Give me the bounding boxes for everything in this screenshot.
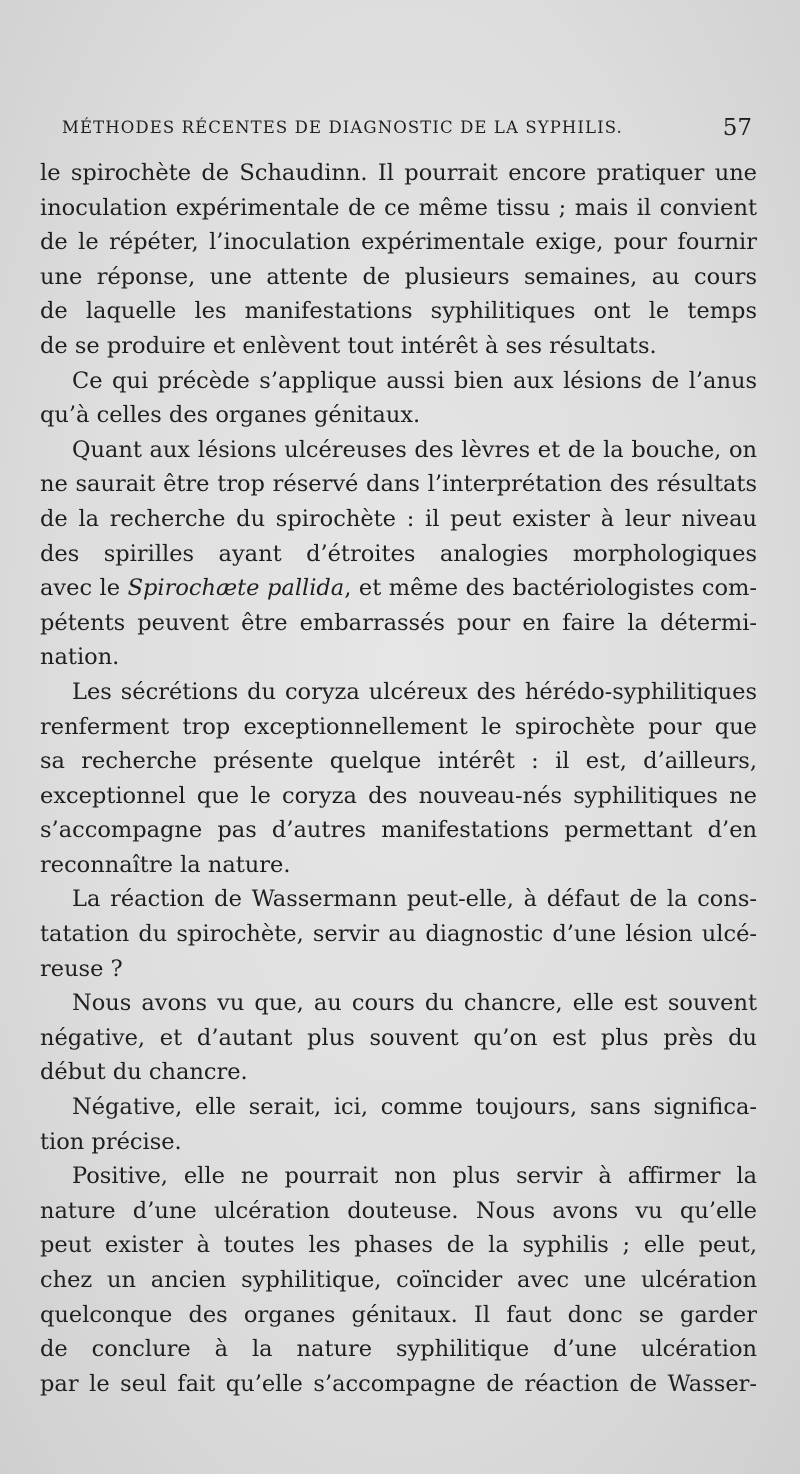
text-line: tion précise. (40, 1128, 182, 1155)
text-line: de se produire et enlèvent tout intérêt à ses résultats. (40, 332, 657, 359)
text-line: de la recherche du spirochète : il peut exister à leur niveau (40, 505, 757, 532)
text-segment: , et même des bactériologistes com- (344, 575, 757, 602)
text-line: renferment trop exceptionnellement le spirochète pour que (40, 713, 757, 740)
text-line: La réaction de Wassermann peut-elle, à défaut de la cons- (72, 886, 757, 913)
text-line: négative, et d’autant plus souvent qu’on est plus près du (40, 1024, 757, 1051)
text-line: une réponse, une attente de plusieurs semaines, au cours (40, 263, 757, 290)
text-line: par le seul fait qu’elle s’accompagne de réaction de Wasser- (40, 1370, 757, 1397)
text-line: Les sécrétions du coryza ulcéreux des hérédo-syphilitiques (72, 678, 757, 705)
body-text (40, 156, 757, 1401)
text-line: Quant aux lésions ulcéreuses des lèvres et de la bouche, on (72, 436, 757, 463)
text-line: inoculation expérimentale de ce même tissu ; mais il convient (40, 194, 757, 221)
text-line: qu’à celles des organes génitaux. (40, 402, 421, 429)
text-line: Négative, elle serait, ici, comme toujours, sans significa- (72, 1094, 757, 1121)
text-line: tatation du spirochète, servir au diagnostic d’une lésion ulcé- (40, 921, 757, 948)
text-line: Nous avons vu que, au cours du chancre, elle est souvent (72, 990, 757, 1017)
text-line: peut exister à toutes les phases de la syphilis ; elle peut, (40, 1232, 757, 1259)
text-line: reconnaître la nature. (40, 851, 291, 878)
text-line: de le répéter, l’inoculation expérimentale exige, pour fournir (40, 229, 757, 256)
text-line: Positive, elle ne pourrait non plus servir à affirmer la (72, 1163, 757, 1190)
text-line: début du chancre. (40, 1059, 248, 1086)
text-line: ne saurait être trop réservé dans l’interprétation des résultats (40, 471, 757, 498)
page-number: 57 (722, 115, 752, 141)
text-line (40, 571, 757, 606)
text-line: reuse ? (40, 955, 123, 982)
text-line: quelconque des organes génitaux. Il faut donc se garder (40, 1301, 757, 1328)
text-line: chez un ancien syphilitique, coïncider avec une ulcération (40, 1267, 757, 1293)
running-title: MÉTHODES RÉCENTES DE DIAGNOSTIC DE LA SYPHILIS. (62, 118, 623, 137)
text-line: exceptionnel que le coryza des nouveau-nés syphilitiques ne (40, 782, 757, 809)
text-line: des spirilles ayant d’étroites analogies morphologiques (40, 540, 757, 567)
italic-species-name: Spirochæte pallida (127, 575, 345, 602)
text-line: le spirochète de Schaudinn. Il pourrait encore pratiquer une (40, 160, 757, 186)
text-line: de conclure à la nature syphilitique d’une ulcération (40, 1336, 757, 1363)
text-line: pétents peuvent être embarrassés pour en faire la détermi- (40, 609, 757, 636)
text-segment: avec le (40, 575, 128, 602)
text-line: nation. (40, 644, 120, 671)
text-line: de laquelle les manifestations syphilitiques ont le temps (40, 298, 757, 325)
text-line: nature d’une ulcération douteuse. Nous avons vu qu’elle (40, 1197, 757, 1224)
text-line: Ce qui précède s’applique aussi bien aux lésions de l’anus (72, 367, 757, 394)
running-header (62, 115, 752, 144)
text-line: sa recherche présente quelque intérêt : il est, d’ailleurs, (40, 748, 757, 775)
text-line: s’accompagne pas d’autres manifestations permettant d’en (40, 817, 757, 844)
